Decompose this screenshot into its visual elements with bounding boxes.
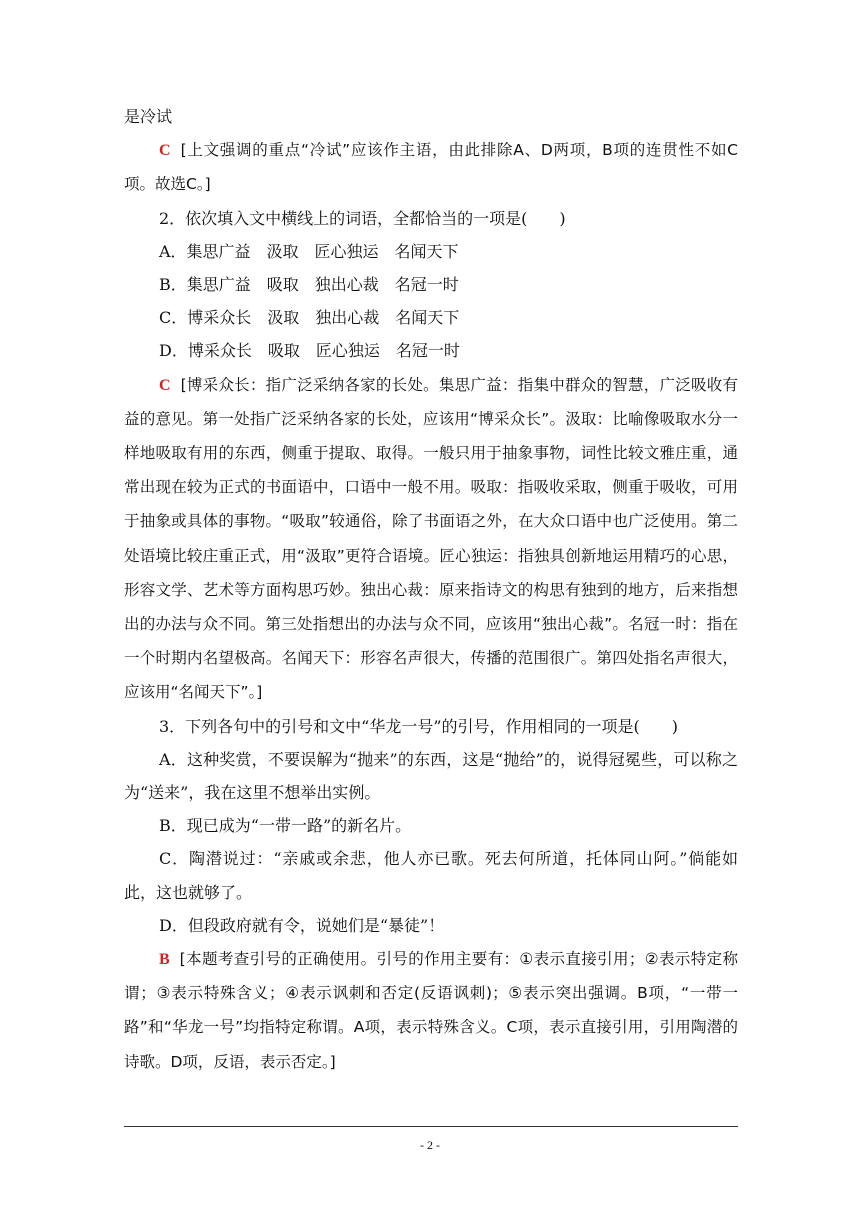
explanation-text: [博采众长：指广泛采纳各家的长处。集思广益：指集中群众的智慧，广泛吸收有益的意见。第一处指广泛采纳各家的长处，应该用“博采众长”。汲取：比喻像吸取水分一样地吸取有用的东西，侧重于提取、取得。一般只用于抽象事物，词性比较文雅庄重，通常出现在较为正式的书面语中，口语中一般不用。吸取：指吸收采取，侧重于吸收，可用于抽象或具体的事物。“吸取”较通俗，除了书面语之外，在大众口语中也广泛使用。第二处语境比较庄重正式，用“汲取”更符合语境。匠心独运：指独具创新地运用精巧的心思，形容文学、艺术等方面构思巧妙。独出心裁：原来指诗文的构思有独到的地方，后来指想出的办法与众不同。第三处指想出的办法与众不同，应该用“独出心裁”。名冠一时：指在一个时期内名望极高。名闻天下：形容名声很大，传播的范围很广。第四处指名声很大，应该用“名闻天下”。] — [124, 375, 738, 702]
option-a: A．这种奖赏，不要误解为“抛来”的东西，这是“抛给”的，说得冠冕些，可以称之为“送来”，我在这里不想举出实例。 — [124, 749, 738, 803]
answer-explanation-q2 — [124, 368, 738, 710]
question-2-stem: 2．依次填入文中横线上的词语，全都恰当的一项是( ) — [159, 208, 566, 228]
option-d: D．但段政府就有令，说她们是“暴徒”！ — [159, 915, 445, 935]
answer-explanation-q1 — [124, 133, 738, 201]
option-c: C．陶潜说过：“亲戚或余悲，他人亦已歌。死去何所道，托体同山阿。”倘能如此，这也就够了。 — [124, 849, 738, 902]
page-number: - 2 - — [420, 1138, 440, 1152]
explanation-text: [本题考查引号的正确使用。引号的作用主要有：①表示直接引用；②表示特定称谓；③表示特殊含义；④表示讽刺和否定(反语讽刺)；⑤表示突出强调。B项，“一带一路”和“华龙一号”均指特定称谓。A项，表示特殊含义。C项，表示直接引用，引用陶潜的诗歌。D项，反语，表示否定。] — [124, 950, 738, 1071]
document-body — [124, 100, 738, 1079]
option-b: B．集思广益 吸取 独出心裁 名冠一时 — [159, 275, 459, 295]
answer-explanation-q3 — [124, 942, 738, 1079]
answer-letter: C — [159, 142, 171, 160]
option-a: A．集思广益 汲取 匠心独运 名闻天下 — [159, 241, 459, 261]
answer-letter: C — [159, 376, 171, 394]
question-3-stem: 3．下列各句中的引号和文中“华龙一号”的引号，作用相同的一项是( ) — [159, 716, 679, 736]
text-line: 是冷试 — [124, 107, 173, 126]
option-c: C．博采众长 汲取 独出心裁 名闻天下 — [159, 308, 460, 328]
footer-divider — [124, 1126, 738, 1127]
option-d: D．博采众长 吸取 匠心独运 名冠一时 — [159, 341, 460, 361]
answer-letter: B — [159, 951, 170, 969]
explanation-text: [上文强调的重点“冷试”应该作主语，由此排除A、D两项，B项的连贯性不如C项。故选C。] — [124, 141, 738, 194]
option-b: B．现已成为“一带一路”的新名片。 — [159, 816, 412, 836]
